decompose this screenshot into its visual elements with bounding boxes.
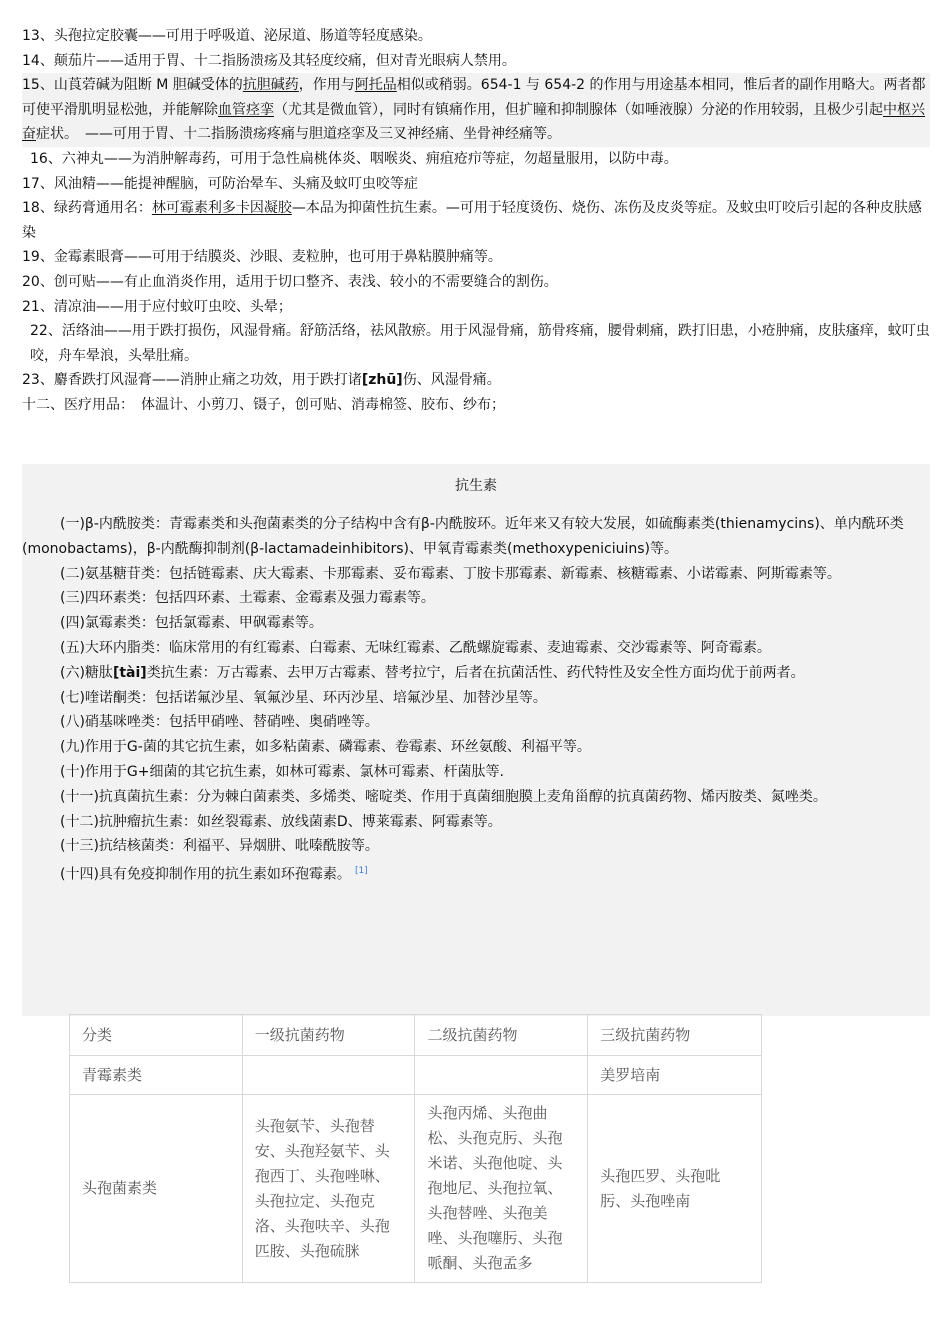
list-item: (三)四环素类：包括四环素、土霉素、金霉素及强力霉素等。 xyxy=(60,590,435,607)
list-item: 13、头孢拉定胶囊——可用于呼吸道、泌尿道、肠道等轻度感染。 xyxy=(22,28,432,44)
list-item: (六)糖肽[tài]类抗生素：万古霉素、去甲万古霉素、替考拉宁，后者在抗菌活性、药代特性及安全性方面均优于前两者。 xyxy=(60,664,805,681)
link-vasospasm[interactable]: 血管痉挛 xyxy=(218,101,274,118)
list-item: 15、山莨菪碱为阻断 M 胆碱受体的抗胆碱药，作用与阿托品相似或稍弱。654-1 与 654-2 的作用与用途基本相同，惟后者的副作用略大。两者都可使平滑肌明显松弛，并能解除血管痉挛（尤其是微血管），同时有镇痛作用，但扩瞳和抑制腺体（如唾液腺）分泌的作用较弱，且极少引起中枢兴奋症状。 ——可用于胃、十二指肠溃疡疼痛与胆道痉挛及三叉神经痛、坐骨神经痛等。 xyxy=(22,73,930,147)
table-cell xyxy=(415,1056,588,1095)
list-item: (十一)抗真菌抗生素：分为棘白菌素类、多烯类、嘧啶类、作用于真菌细胞膜上麦角甾醇的抗真菌药物、烯丙胺类、氮唑类。 xyxy=(60,788,827,805)
antibiotic-grade-table xyxy=(69,1014,762,1283)
list-item: (四)氯霉素类：包括氯霉素、甲砜霉素等。 xyxy=(60,615,323,632)
table-cell: 美罗培南 xyxy=(588,1056,762,1095)
list-item: 22、活络油——用于跌打损伤，风湿骨痛。舒筋活络，祛风散瘀。用于风湿骨痛，筋骨疼痛，腰骨刺痛，跌打旧患，小疮肿痛，皮肤瘙痒，蚊叮虫咬，舟车晕浪，头晕肚痛。 xyxy=(30,323,930,364)
list-item: 18、绿药膏通用名：林可霉素利多卡因凝胶—本品为抑菌性抗生素。—可用于轻度烫伤、烧伤、冻伤及皮炎等症。及蚊虫叮咬后引起的各种皮肤感染 xyxy=(22,200,922,241)
list-item: 20、创可贴——有止血消炎作用，适用于切口整齐、表浅、较小的不需要缝合的割伤。 xyxy=(22,273,558,290)
list-item: 19、金霉素眼膏——可用于结膜炎、沙眼、麦粒肿，也可用于鼻粘膜肿痛等。 xyxy=(22,249,502,266)
table-cell: 头孢匹罗、头孢吡肟、头孢唑南 xyxy=(588,1095,762,1283)
antibiotics-section xyxy=(22,464,930,1016)
list-item: 16、六神丸——为消肿解毒药，可用于急性扁桃体炎、咽喉炎、痈疽疮疖等症，勿超量服用，以防中毒。 xyxy=(30,150,678,167)
list-item: (二)氨基糖苷类：包括链霉素、庆大霉素、卡那霉素、妥布霉素、丁胺卡那霉素、新霉素、核糖霉素、小诺霉素、阿斯霉素等。 xyxy=(60,565,841,582)
table-cell: 头孢菌素类 xyxy=(70,1095,243,1283)
list-item: (九)作用于G-菌的其它抗生素，如多粘菌素、磷霉素、卷霉素、环丝氨酸、利福平等。 xyxy=(60,739,591,756)
section-title: 抗生素 xyxy=(455,478,497,494)
top-drug-list xyxy=(22,24,930,418)
table-row xyxy=(70,1056,762,1095)
table-cell xyxy=(242,1056,415,1095)
list-item: 14、颠茄片——适用于胃、十二指肠溃疡及其轻度绞痛，但对青光眼病人禁用。 xyxy=(22,52,516,69)
table-cell: 青霉素类 xyxy=(70,1056,243,1095)
table-header: 分类 xyxy=(70,1015,243,1056)
table-cell: 头孢丙烯、头孢曲松、头孢克肟、头孢米诺、头孢他啶、头孢地尼、头孢拉氧、头孢替唑、头孢美唑、头孢噻肟、头孢哌酮、头孢孟多 xyxy=(415,1095,588,1283)
list-item: (五)大环内脂类：临床常用的有红霉素、白霉素、无味红霉素、乙酰螺旋霉素、麦迪霉素、交沙霉素等、阿奇霉素。 xyxy=(60,639,771,656)
list-item: (十二)抗肿瘤抗生素：如丝裂霉素、放线菌素D、博莱霉素、阿霉素等。 xyxy=(60,813,502,830)
link-lincomycin-gel[interactable]: 林可霉素利多卡因凝胶 xyxy=(151,200,292,217)
link-atropine[interactable]: 阿托品 xyxy=(354,77,397,94)
list-item: 21、清凉油——用于应付蚊叮虫咬、头晕； xyxy=(22,298,292,315)
list-item: (一)β-内酰胺类：青霉素类和头孢菌素类的分子结构中含有β-内酰胺环。近年来又有较大发展，如硫酶素类(thienamycins)、单内酰环类(monobactams)，β-内酰酶抑制剂(β-lactamadeinhibitors)、甲氧青霉素类(methoxypeniciuins)等。 xyxy=(22,516,904,557)
list-item: (八)硝基咪唑类：包括甲硝唑、替硝唑、奥硝唑等。 xyxy=(60,714,379,731)
table-header-row xyxy=(70,1015,762,1056)
link-anticholinergic[interactable]: 抗胆碱药 xyxy=(242,77,299,94)
list-item: (十)作用于G+细菌的其它抗生素，如林可霉素、氯林可霉素、杆菌肽等. xyxy=(60,763,504,780)
reference-link[interactable]: [1] xyxy=(354,866,368,877)
table-header: 三级抗菌药物 xyxy=(588,1015,762,1056)
list-item: 17、风油精——能提神醒脑，可防治晕车、头痛及蚊叮虫咬等症 xyxy=(22,175,418,192)
link-cns-excitation[interactable]: 中枢兴奋 xyxy=(22,101,925,143)
table-header: 二级抗菌药物 xyxy=(415,1015,588,1056)
table-cell: 头孢氨苄、头孢替安、头孢羟氨苄、头孢西丁、头孢唑啉、头孢拉定、头孢克洛、头孢呋辛、头孢匹胺、头孢硫脒 xyxy=(242,1095,415,1283)
list-item: 十二、医疗用品： 体温计、小剪刀、镊子，创可贴、消毒棉签、胶布、纱布； xyxy=(22,396,505,413)
table-header: 一级抗菌药物 xyxy=(242,1015,415,1056)
list-item: (十三)抗结核菌类：利福平、异烟肼、吡嗪酰胺等。 xyxy=(60,838,379,855)
list-item: 23、麝香跌打风湿膏——消肿止痛之功效，用于跌打诸[zhū]伤、风湿骨痛。 xyxy=(22,372,501,389)
list-item: (七)喹诺酮类：包括诺氟沙星、氧氟沙星、环丙沙星、培氟沙星、加替沙星等。 xyxy=(60,689,547,706)
table-row xyxy=(70,1095,762,1283)
list-item: (十四)具有免疫抑制作用的抗生素如环孢霉素。 [1] xyxy=(60,866,368,883)
